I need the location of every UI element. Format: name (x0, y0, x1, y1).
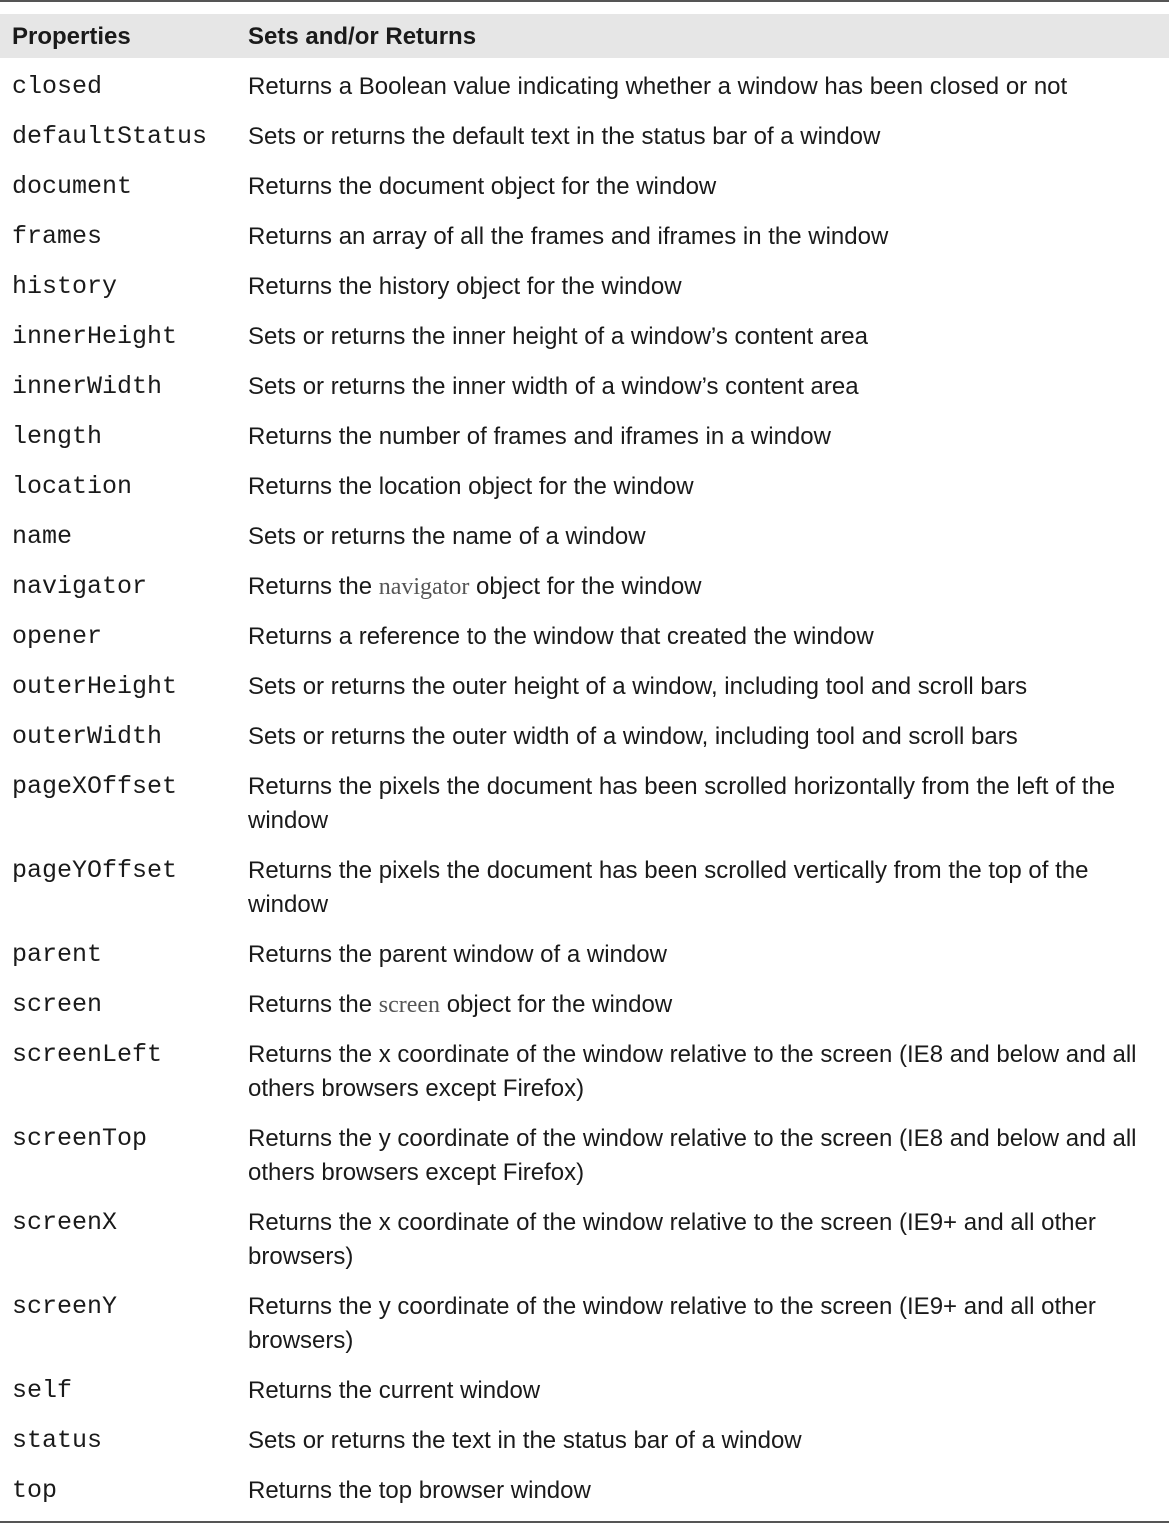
property-description (248, 620, 1153, 654)
property-name: pageYOffset (12, 856, 178, 885)
table-bottom-rule (0, 1521, 1169, 1523)
property-description (248, 220, 1153, 254)
property-description (248, 320, 1153, 354)
property-description (248, 570, 1153, 604)
property-description (248, 988, 1153, 1022)
table-row (0, 714, 1169, 764)
property-name: outerWidth (12, 722, 163, 751)
property-description (248, 1122, 1153, 1190)
table-row (0, 464, 1169, 514)
description-text: Returns the y coordinate of the window relative to the screen (IE8 and below and all others browsers except Firefox) (248, 1125, 1137, 1186)
table-row (0, 164, 1169, 214)
description-text: Returns the history object for the window (248, 273, 682, 300)
table-header-row (0, 14, 1169, 58)
property-name: history (12, 272, 118, 301)
inline-object-name: screen (378, 992, 441, 1018)
property-description (248, 1374, 1153, 1408)
description-text: Returns the pixels the document has been scrolled vertically from the top of the window (248, 857, 1089, 918)
table-row (0, 932, 1169, 982)
property-name: length (12, 422, 103, 451)
description-text-tail: object for the window (440, 991, 673, 1018)
property-name: self (12, 1376, 73, 1405)
table-row (0, 1418, 1169, 1468)
property-description (248, 1474, 1153, 1508)
description-text: Returns the number of frames and iframes in a window (248, 423, 831, 450)
column-header-properties: Properties (12, 23, 131, 50)
table-row (0, 314, 1169, 364)
property-description (248, 370, 1153, 404)
property-description (248, 270, 1153, 304)
description-text-tail: object for the window (469, 573, 702, 600)
table-row (0, 1200, 1169, 1284)
description-text: Sets or returns the inner width of a window’s content area (248, 373, 859, 400)
property-description (248, 1424, 1153, 1458)
property-description (248, 1038, 1153, 1106)
property-description (248, 720, 1153, 754)
property-description (248, 854, 1153, 922)
table-row (0, 214, 1169, 264)
property-name: screenLeft (12, 1040, 163, 1069)
description-text: Returns the location object for the window (248, 473, 694, 500)
property-description (248, 120, 1153, 154)
table-row (0, 1468, 1169, 1518)
property-name: screenY (12, 1292, 118, 1321)
property-name: navigator (12, 572, 148, 601)
description-text: Returns the parent window of a window (248, 941, 667, 968)
inline-object-name: navigator (378, 574, 470, 600)
property-name: closed (12, 72, 103, 101)
table-row (0, 664, 1169, 714)
description-text: Returns a reference to the window that created the window (248, 623, 874, 650)
description-text: Returns the top browser window (248, 1477, 591, 1504)
description-text: Returns the x coordinate of the window relative to the screen (IE9+ and all other browsers) (248, 1209, 1096, 1270)
property-description (248, 770, 1153, 838)
description-text: Returns the (248, 991, 379, 1018)
description-text: Sets or returns the inner height of a window’s content area (248, 323, 868, 350)
property-name: parent (12, 940, 103, 969)
property-name: innerWidth (12, 372, 163, 401)
property-name: location (12, 472, 133, 501)
property-description (248, 420, 1153, 454)
table-row (0, 514, 1169, 564)
description-text: Returns the document object for the window (248, 173, 717, 200)
description-text: Sets or returns the text in the status bar of a window (248, 1427, 802, 1454)
table-row (0, 414, 1169, 464)
property-description (248, 1206, 1153, 1274)
table-row (0, 982, 1169, 1032)
description-text: Sets or returns the name of a window (248, 523, 646, 550)
property-name: opener (12, 622, 103, 651)
property-name: pageXOffset (12, 772, 178, 801)
description-text: Sets or returns the outer width of a window, including tool and scroll bars (248, 723, 1018, 750)
property-name: frames (12, 222, 103, 251)
property-name: name (12, 522, 73, 551)
description-text: Returns the pixels the document has been scrolled horizontally from the left of the window (248, 773, 1116, 834)
property-description (248, 170, 1153, 204)
property-name: screen (12, 990, 103, 1019)
property-name: document (12, 172, 133, 201)
description-text: Returns the (248, 573, 379, 600)
table-row (0, 114, 1169, 164)
property-description (248, 670, 1153, 704)
column-header-sets-returns: Sets and/or Returns (248, 23, 477, 50)
property-name: innerHeight (12, 322, 178, 351)
table-row (0, 614, 1169, 664)
table-row (0, 64, 1169, 114)
description-text: Returns the x coordinate of the window relative to the screen (IE8 and below and all others browsers except Firefox) (248, 1041, 1137, 1102)
property-name: screenTop (12, 1124, 148, 1153)
description-text: Returns the y coordinate of the window relative to the screen (IE9+ and all other browsers) (248, 1293, 1096, 1354)
property-name: status (12, 1426, 103, 1455)
table-row (0, 364, 1169, 414)
description-text: Sets or returns the default text in the status bar of a window (248, 123, 881, 150)
table-row (0, 1116, 1169, 1200)
property-name: top (12, 1476, 58, 1505)
property-name: defaultStatus (12, 122, 208, 151)
table-row (0, 264, 1169, 314)
table-row (0, 1368, 1169, 1418)
property-description (248, 520, 1153, 554)
property-description (248, 938, 1153, 972)
property-name: screenX (12, 1208, 118, 1237)
property-description (248, 1290, 1153, 1358)
table-row (0, 1032, 1169, 1116)
property-description (248, 470, 1153, 504)
table-row (0, 1284, 1169, 1368)
description-text: Returns a Boolean value indicating whether a window has been closed or not (248, 73, 1068, 100)
table-top-rule (0, 0, 1169, 2)
description-text: Returns the current window (248, 1377, 541, 1404)
property-name: outerHeight (12, 672, 178, 701)
description-text: Sets or returns the outer height of a window, including tool and scroll bars (248, 673, 1028, 700)
table-row (0, 848, 1169, 932)
table-body (0, 64, 1169, 1518)
table-row (0, 764, 1169, 848)
table-row (0, 564, 1169, 614)
description-text: Returns an array of all the frames and iframes in the window (248, 223, 889, 250)
property-description (248, 70, 1153, 104)
